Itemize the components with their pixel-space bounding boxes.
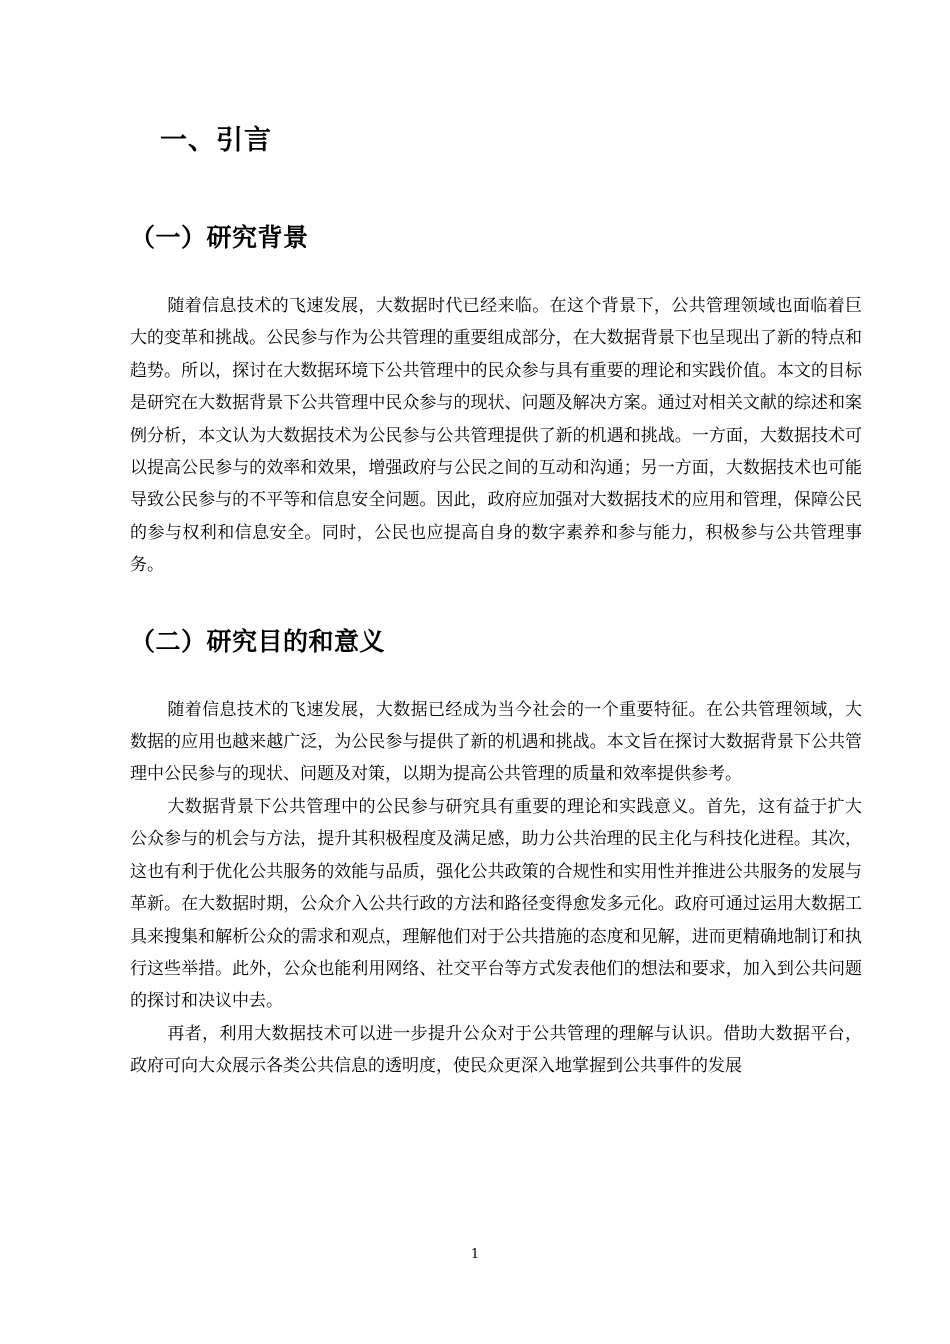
paragraph: 随着信息技术的飞速发展，大数据已经成为当今社会的一个重要特征。在公共管理领域，大数据的应用也越来越广泛，为公民参与提供了新的机遇和挑战。本文旨在探讨大数据背景下公共管理中公民参与的现状、问题及对策，以期为提高公共管理的质量和效率提供参考。 bbox=[130, 699, 862, 785]
spacer bbox=[130, 582, 862, 612]
subsection-title: （二）研究目的和意义 bbox=[130, 626, 386, 656]
subsection-background bbox=[130, 208, 862, 582]
paragraph: 再者，利用大数据技术可以进一步提升公众对于公共管理的理解与认识。借助大数据平台，政府可向大众展示各类公共信息的透明度，使民众更深入地掌握到公共事件的发展 bbox=[130, 1023, 862, 1077]
subsection-title: （一）研究背景 bbox=[130, 223, 309, 252]
paragraph: 大数据背景下公共管理中的公民参与研究具有重要的理论和实践意义。首先，这有益于扩大公众参与的机会与方法，提升其积极程度及满足感，助力公共治理的民主化与科技化进程。其次，这也有利于优化公共服务的效能与品质，强化公共政策的合规性和实用性并推进公共服务的发展与革新。在大数据时期，公众介入公共行政的方法和路径变得愈发多元化。政府可通过运用大数据工具来搜集和解析公众的需求和观点，理解他们对于公共措施的态度和见解，进而更精确地制订和执行这些举措。此外，公众也能利用网络、社交平台等方式发表他们的想法和要求，加入到公共问题的探讨和决议中去。 bbox=[130, 796, 862, 1012]
page-content bbox=[130, 112, 862, 1083]
subsection-purpose bbox=[130, 612, 862, 1083]
paragraph: 随着信息技术的飞速发展，大数据时代已经来临。在这个背景下，公共管理领域也面临着巨大的变革和挑战。公民参与作为公共管理的重要组成部分，在大数据背景下也呈现出了新的特点和趋势。所以，探讨在大数据环境下公共管理中的民众参与具有重要的理论和实践价值。本文的目标是研究在大数据背景下公共管理中民众参与的现状、问题及解决方案。通过对相关文献的综述和案例分析，本文认为大数据技术为公民参与公共管理提供了新的机遇和挑战。一方面，大数据技术可以提高公民参与的效率和效果，增强政府与公民之间的互动和沟通；另一方面，大数据技术也可能导致公民参与的不平等和信息安全问题。因此，政府应加强对大数据技术的应用和管理，保障公民的参与权利和信息安全。同时，公民也应提高自身的数字素养和参与能力，积极参与公共管理事务。 bbox=[130, 296, 862, 576]
section-title: 一、引言 bbox=[160, 125, 272, 156]
page-number: 1 bbox=[470, 1247, 480, 1262]
